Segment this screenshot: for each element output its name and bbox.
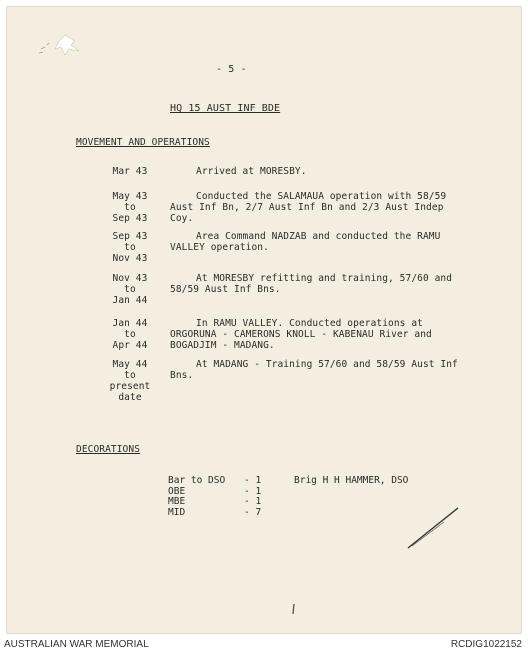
- movement-text: At MADANG - Training 57/60 and 58/59 Aust Inf Bns.: [170, 359, 458, 381]
- decoration-award: OBE: [168, 485, 186, 497]
- movement-text: Area Command NADZAB and conducted the RAMU VALLEY operation.: [170, 231, 441, 253]
- movement-text: Arrived at MORESBY.: [196, 166, 307, 177]
- movement-date: Sep 43 to Nov 43: [112, 231, 148, 264]
- movement-text: In RAMU VALLEY. Conducted operations at ORGORUNA - CAMERONS KNOLL - KABENAU River and BOGADJIM - MADANG.: [170, 318, 432, 351]
- movement-date: Mar 43: [112, 166, 148, 177]
- movement-date: Jan 44 to Apr 44: [112, 318, 148, 351]
- movement-text: At MORESBY refitting and training, 57/60 and 58/59 Aust Inf Bns.: [170, 273, 453, 295]
- decoration-count: - 1: [244, 475, 262, 486]
- section-heading-movement: MOVEMENT AND OPERATIONS: [76, 137, 210, 148]
- decoration-count: - 1: [244, 485, 262, 497]
- paper-damage-mark: [35, 31, 87, 59]
- movement-text: Conducted the SALAMAUA operation with 58/59 Aust Inf Bn, 2/7 Aust Inf Bn and 2/3 Aust Indep Coy.: [170, 191, 447, 224]
- decoration-count: - 7: [244, 506, 262, 518]
- page-heading: HQ 15 AUST INF BDE: [170, 103, 281, 114]
- decoration-count: - 1: [244, 496, 262, 507]
- pen-stroke-mark: [404, 502, 464, 552]
- movement-date: Nov 43 to Jan 44: [112, 273, 148, 306]
- footer-source: AUSTRALIAN WAR MEMORIAL: [4, 639, 149, 650]
- movement-date: May 43 to Sep 43: [112, 191, 148, 224]
- page-number: - 5 -: [216, 64, 247, 75]
- decoration-award: MBE: [168, 496, 186, 507]
- movement-date: May 44 to present date: [109, 359, 151, 403]
- footer-id: RCDIG1022152: [450, 639, 522, 650]
- decoration-award: MID: [168, 506, 186, 518]
- archive-footer: [0, 636, 528, 654]
- section-heading-decorations: DECORATIONS: [76, 444, 141, 455]
- pen-tick-mark: [290, 602, 298, 616]
- decoration-recipient: Brig H H HAMMER, DSO: [294, 475, 409, 486]
- decoration-award: Bar to DSO: [168, 475, 226, 486]
